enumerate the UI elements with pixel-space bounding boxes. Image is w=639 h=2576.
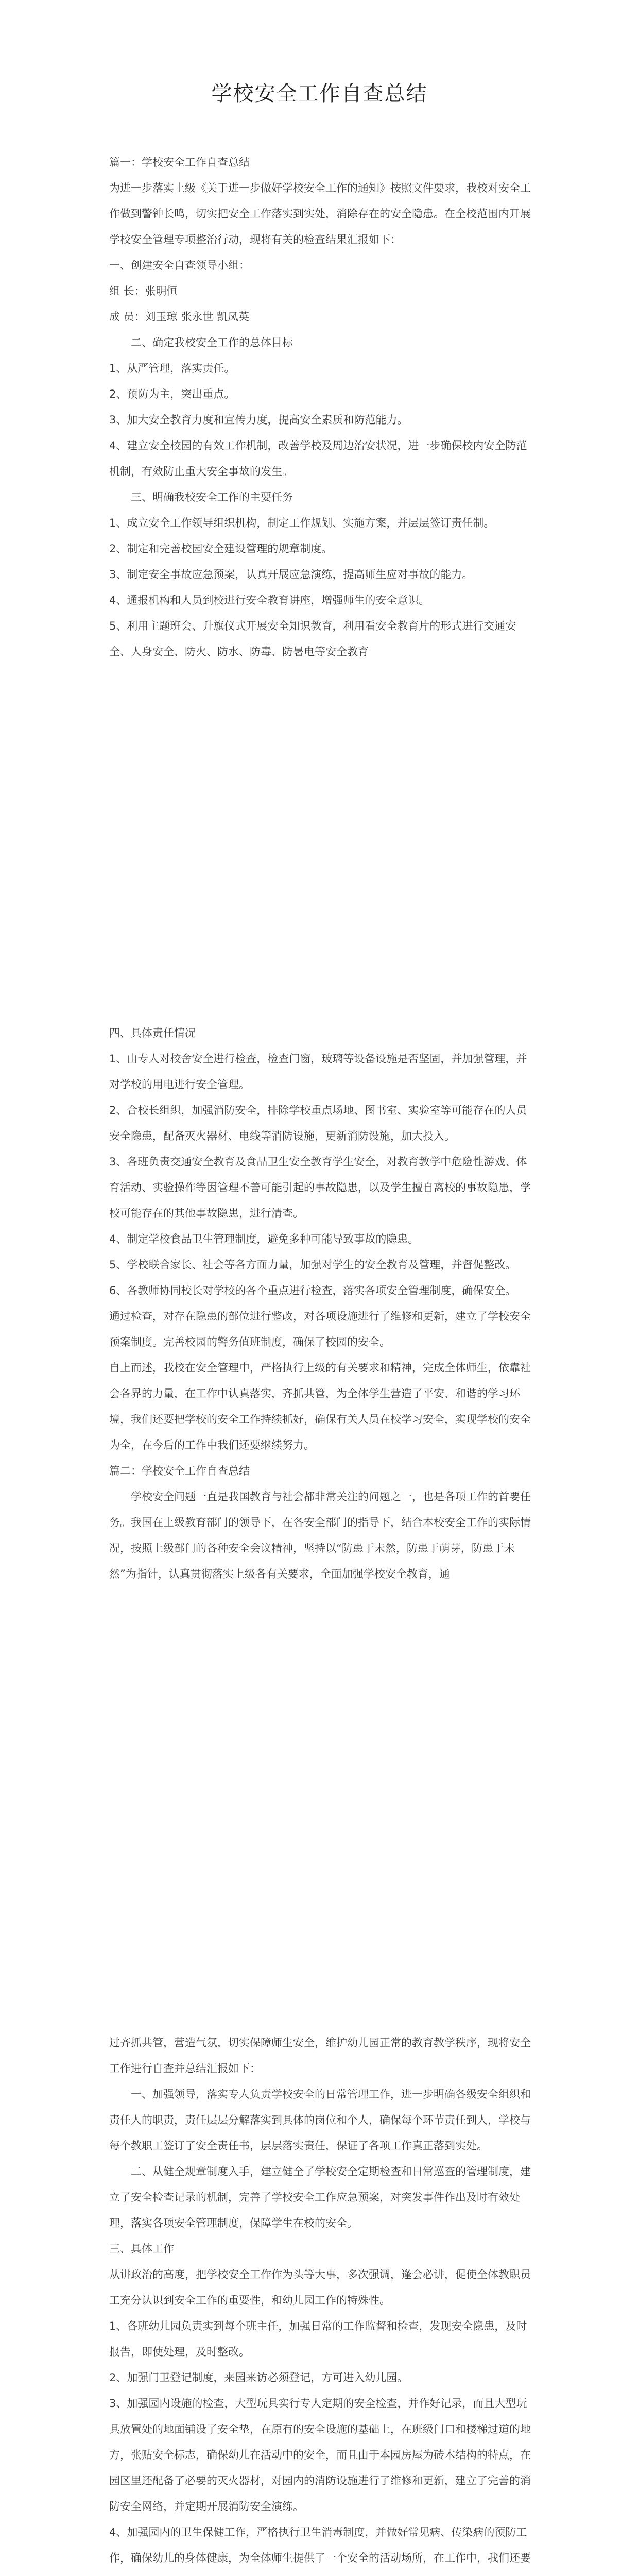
paragraph: 成 员：刘玉琼 张永世 凯凤英 [109,311,250,323]
paragraph: 4、建立安全校园的有效工作机制，改善学校及周边治安状况，进一步确保校内安全防范机制，有效防止重大安全事故的发生。 [109,439,527,478]
paragraph: 为进一步落实上级《关于进一步做好学校安全工作的通知》按照文件要求，我校对安全工作做到警钟长鸣，切实把安全工作落实到实处，消除存在的安全隐患。在全校范围内开展学校安全管理专项整治行动，现将有关的检查结果汇报如下： [109,182,531,246]
paragraph: 一、创建安全自查领导小组： [109,259,250,272]
section-three [109,2030,531,2576]
paragraph: 2、制定和完善校园安全建设管理的规章制度。 [109,543,333,555]
paragraph: 三、具体工作 [109,2243,174,2255]
paragraph: 2、加强门卫登记制度，来园来访必须登记，方可进入幼儿园。 [109,2371,408,2384]
paragraph: 4、加强园内的卫生保健工作，严格执行卫生消毒制度，并做好常见病、传染病的预防工作，确保幼儿的身体健康，为全体师生提供了一个安全的活动场所，在工作中，我们还要 [109,2526,531,2564]
paragraph: 3、加强园内设施的检查，大型玩具实行专人定期的安全检查，并作好记录，而且大型玩具放置处的地面铺设了安全垫，在原有的安全设施的基础上，在班级门口和楼梯过道的地方，张贴安全标志，确保幼儿在活动中的安全，而且由于本园房屋为砖木结构的特点，在园区里还配备了必要的灭火器材，对园内的消防设施进行了维修和更新，建立了完善的消防安全网络，并定期开展消防安全演练。 [109,2397,531,2513]
paragraph: 5、利用主题班会、升旗仪式开展安全知识教育，利用看安全教育片的形式进行交通安全、人身安全、防火、防水、防毒、防暑电等安全教育 [109,620,516,658]
paragraph: 通过检查，对存在隐患的部位进行整改，对各项设施进行了维修和更新，建立了学校安全预案制度。完善校园的警务值班制度，确保了校园的安全。 [109,1310,531,1348]
paragraph: 1、成立安全工作领导组织机构，制定工作规划、实施方案，并层层签订责任制。 [109,517,495,529]
paragraph: 1、从严管理，落实责任。 [109,362,235,375]
paragraph: 4、制定学校食品卫生管理制度，避免多种可能导致事故的隐患。 [109,1233,419,1245]
paragraph: 过齐抓共管，营造气氛，切实保障师生安全，维护幼儿园正常的教育教学秩序，现将安全工作进行自查并总结汇报如下： [109,2037,531,2075]
paragraph: 3、制定安全事故应急预案，认真开展应急演练，提高师生应对事故的能力。 [109,568,473,581]
paragraph: 篇一：学校安全工作自查总结 [109,156,250,168]
paragraph: 2、预防为主，突出重点。 [109,388,235,400]
paragraph: 3、各班负责交通安全教育及食品卫生安全教育学生安全，对教育教学中危险性游戏、体育活动、实验操作等因管理不善可能引起的事故隐患，以及学生擅自离校的事故隐患，学校可能存在的其他事故隐患，进行清查。 [109,1156,531,1219]
paragraph: 二、从健全规章制度入手，建立健全了学校安全定期检查和日常巡查的管理制度，建立了安全检查记录的机制，完善了学校安全工作应急预案，对突发事件作出及时有效处理，落实各项安全管理制度，保障学生在校的安全。 [109,2165,531,2229]
paragraph: 组 长：张明恒 [109,285,178,297]
paragraph: 5、学校联合家长、社会等各方面力量，加强对学生的安全教育及管理，并督促整改。 [109,1259,516,1271]
paragraph: 1、由专人对校舍安全进行检查，检查门窗，玻璃等设备设施是否坚固，并加强管理，并对学校的用电进行安全管理。 [109,1053,527,1091]
paragraph: 一、加强领导，落实专人负责学校安全的日常管理工作，进一步明确各级安全组织和责任人的职责，责任层层分解落实到具体的岗位和个人，确保每个环节责任到人，学校与每个教职工签订了安全责任书，层层落实责任，保证了各项工作真正落到实处。 [109,2088,531,2152]
paragraph: 1、各班幼儿园负责实到每个班主任，加强日常的工作监督和检查，发现安全隐患，及时报告，即使处理，及时整改。 [109,2320,527,2358]
paragraph: 自上而述，我校在安全管理中，严格执行上级的有关要求和精神，完成全体师生，依靠社会各界的力量，在工作中认真落实，齐抓共管，为全体学生营造了平安、和谐的学习环境，我们还要把学校的安全工作持续抓好，确保有关人员在校学习安全，实现学校的安全为全，在今后的工作中我们还要继续努力。 [109,1362,531,1451]
paragraph: 篇二：学校安全工作自查总结 [109,1465,250,1477]
paragraph: 2、合校长组织，加强消防安全，排除学校重点场地、图书室、实验室等可能存在的人员安全隐患，配备灭火器材、电线等消防设施，更新消防设施，加大投入。 [109,1104,527,1142]
paragraph: 4、通报机构和人员到校进行安全教育讲座，增强师生的安全意识。 [109,594,430,606]
paragraph: 二、确定我校安全工作的总体目标 [131,336,293,349]
document-title: 学校安全工作自查总结 [211,82,428,106]
paragraph: 3、加大安全教育力度和宣传力度，提高安全素质和防范能力。 [109,414,408,426]
paragraph: 学校安全问题一直是我国教育与社会都非常关注的问题之一，也是各项工作的首要任务。我国在上级教育部门的领导下，在各安全部门的指导下，结合本校安全工作的实际情况，按照上级部门的各种安全会议精神，坚持以“防患于未然，防患于萌芽，防患于未然”为指针，认真贯彻落实上级各有关要求，全面加强学校安全教育，通 [109,1490,531,1580]
section-one [109,149,531,665]
paragraph: 从讲政治的高度，把学校安全工作作为头等大事，多次强调，逢会必讲，促使全体教职员工充分认识到安全工作的重要性，和幼儿园工作的特殊性。 [109,2268,531,2307]
section-two [109,1020,531,1587]
paragraph: 四、具体责任情况 [109,1027,196,1039]
paragraph: 三、明确我校安全工作的主要任务 [131,491,293,503]
paragraph: 6、各教师协同校长对学校的各个重点进行检查，落实各项安全管理制度，确保安全。 [109,1284,516,1297]
